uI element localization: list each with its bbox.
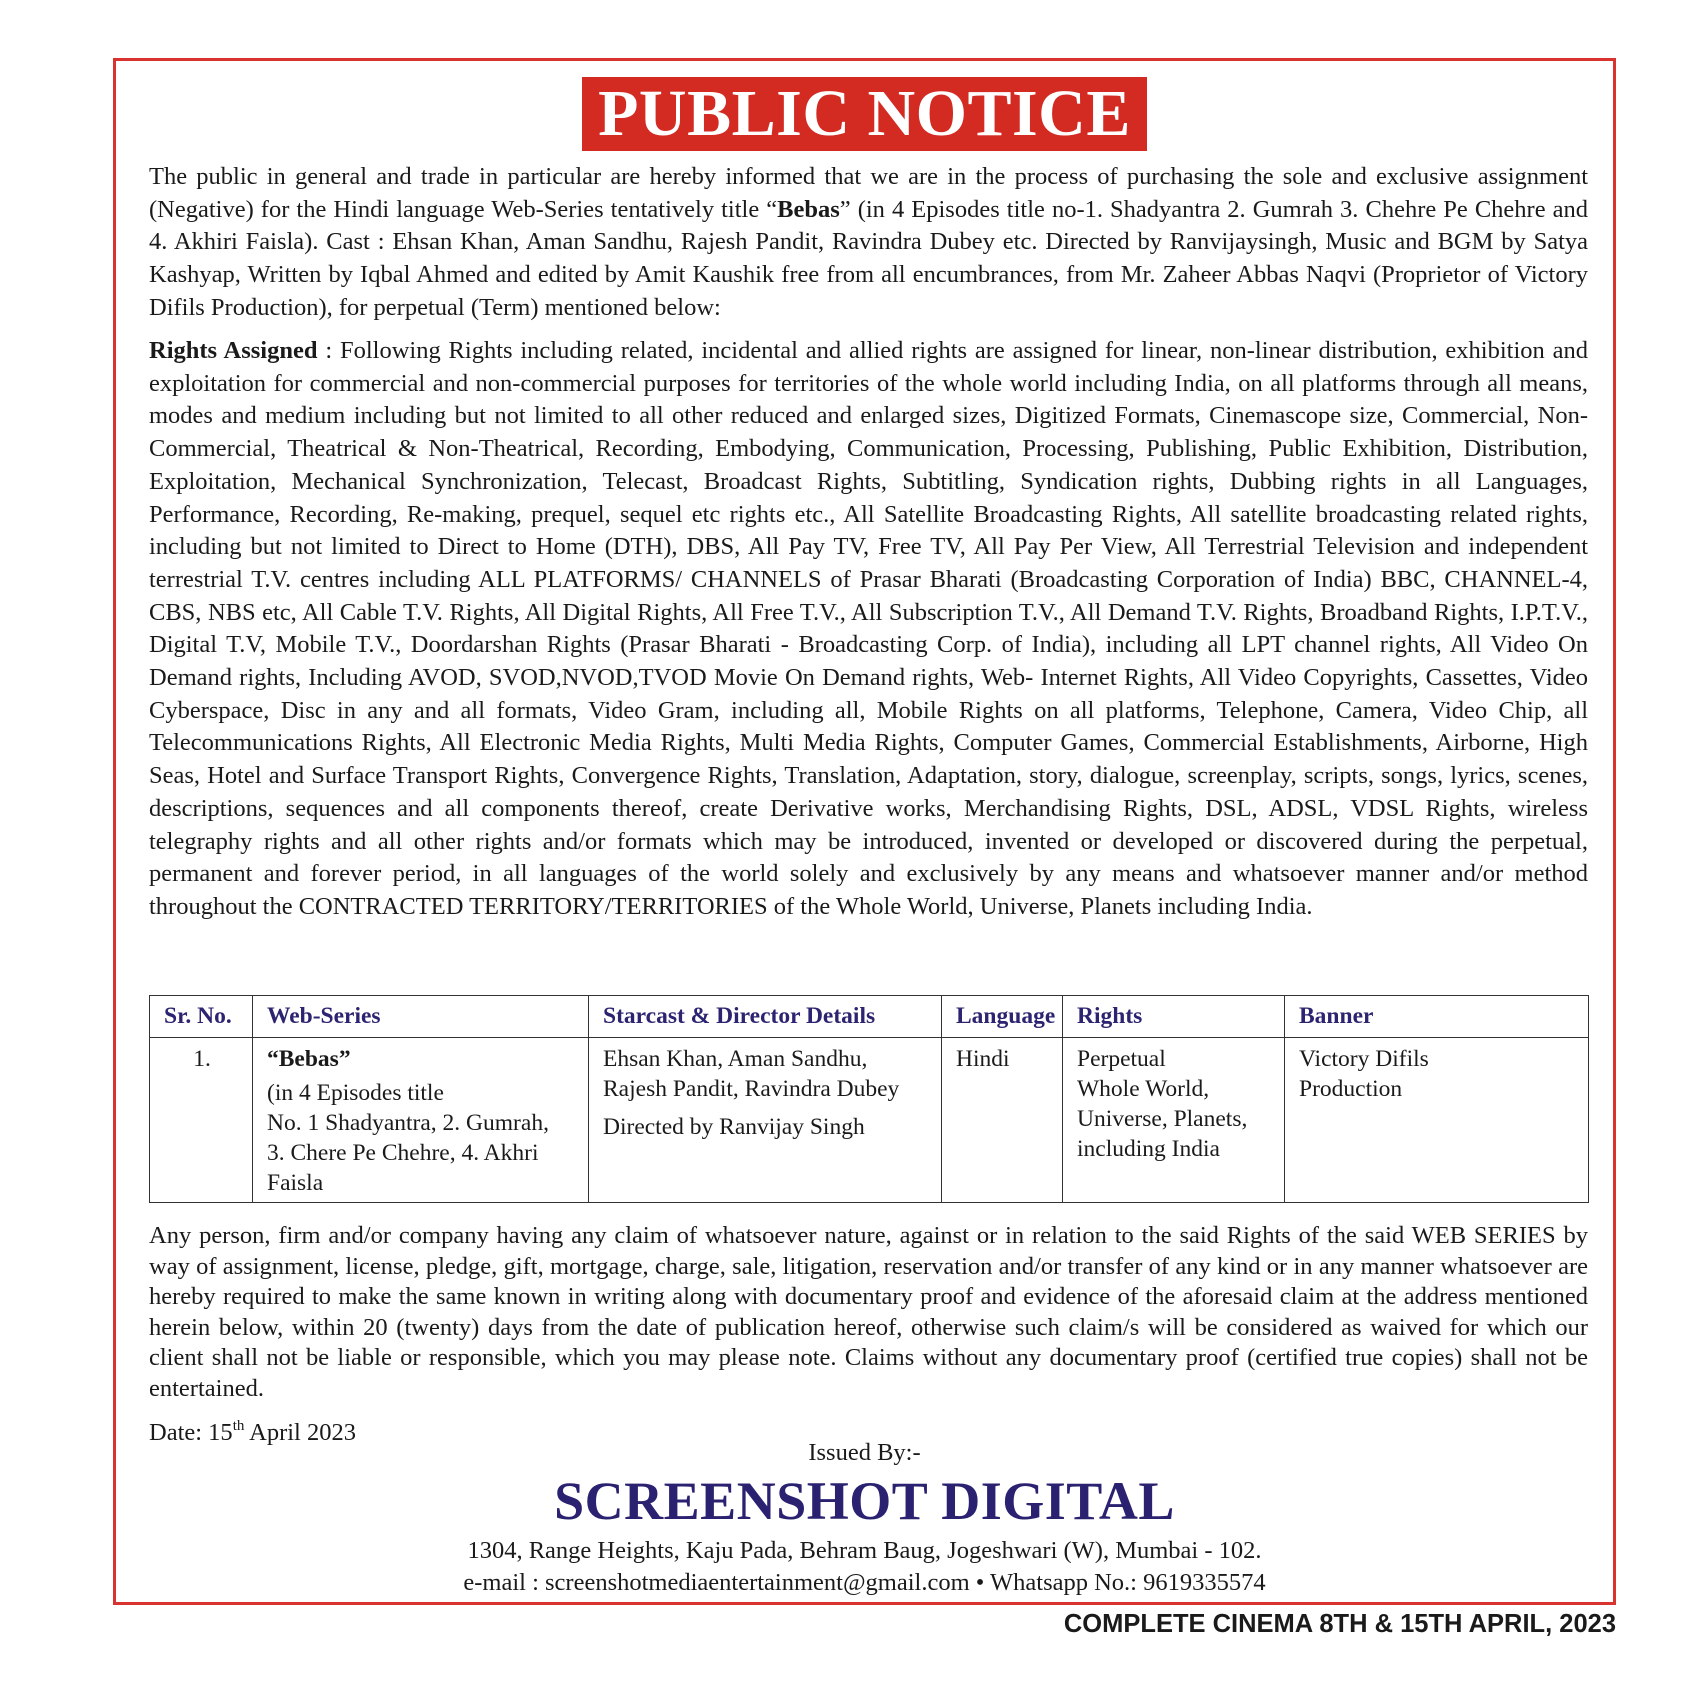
company-name: SCREENSHOT DIGITAL [554,1471,1175,1531]
cell-rights [1063,1038,1285,1203]
intro-text-1: The public in general and trade in particular are hereby informed that we are in the process of purchasing the sole and exclusive assignment (Negative) for the Hindi language Web-Series tentatively title “ [149,163,1588,223]
banner-line-2: Production [1299,1076,1403,1102]
date-suffix: April 2023 [244,1419,356,1446]
series-line-3: 3. Chere Pe Chehre, 4. Akhri [267,1140,539,1166]
header-web-series: Web-Series [253,996,589,1038]
header-banner: Banner [1285,996,1589,1038]
director-line: Directed by Ranvijay Singh [603,1114,865,1140]
date-prefix: Date: 15 [149,1419,233,1446]
header-language: Language [942,996,1063,1038]
rights-label: Rights Assigned [149,337,318,364]
series-line-2: No. 1 Shadyantra, 2. Gumrah, [267,1110,549,1136]
table-row [150,1038,1589,1203]
rights-line-4: including India [1077,1136,1220,1162]
date-sup: th [232,1418,245,1434]
series-line-1: (in 4 Episodes title [267,1080,444,1106]
company-contact: e-mail : screenshotmediaentertainment@gmail.com • Whatsapp No.: 9619335574 [463,1569,1266,1596]
intro-text-2: ” (in 4 Episodes title no-1. Shadyantra 2. Gumrah 3. Chehre Pe Chehre and 4. Akhiri Faisla). Cast : Ehsan Khan, Aman Sandhu, Rajesh Pandit, Ravindra Dubey etc. Directed by Ranvijaysingh, Music and BGM by Satya Kashyap, Written by Iqbal Ahmed and edited by Amit Kaushik free from all encumbrances, from Mr. Zaheer Abbas Naqvi (Proprietor of Victory Difils Production), for perpetual (Term) mentioned below: [149,195,1589,321]
notice-frame [113,58,1616,1605]
header-starcast: Starcast & Director Details [589,996,942,1038]
cell-banner [1285,1038,1589,1203]
rights-table [149,995,1589,1203]
title-banner [116,77,1613,151]
claims-paragraph: Any person, firm and/or company having any claim of whatsoever nature, against or in relation to the said Rights of the said WEB SERIES by way of assignment, license, pledge, gift, mortgage, charge, sale, litigation, reservation and/or transfer of any kind or in any manner whatsoever are hereby required to make the same known in writing along with documentary proof and evidence of the aforesaid claim at the address mentioned herein below, within 20 (twenty) days from the date of publication hereof, otherwise such claim/s will be considered as waived for which our client shall not be liable or responsible, which you may please note. Claims without any documentary proof (certified true copies) shall not be entertained. [149,1222,1588,1402]
cell-sr-no: 1. [150,1038,253,1203]
cell-language: Hindi [942,1038,1063,1203]
table-header-row [150,996,1589,1038]
header-sr-no: Sr. No. [150,996,253,1038]
banner-line-1: Victory Difils [1299,1046,1429,1072]
cast-line-1: Ehsan Khan, Aman Sandhu, [603,1046,868,1072]
rights-line-1: Perpetual [1077,1046,1166,1072]
rights-text: : Following Rights including related, incidental and allied rights are assigned for linear, non-linear distribution, exhibition and exploitation for commercial and non-commercial purposes for territories of the whole world including India, on all platforms through all means, modes and medium including but not limited to all other reduced and enlarged sizes, Digitized Formats, Cinemascope size, Commercial, Non-Commercial, Theatrical & Non-Theatrical, Recording, Embodying, Communication, Processing, Publishing, Public Exhibition, Distribution, Exploitation, Mechanical Synchronization, Telecast, Broadcast Rights, Subtitling, Syndication rights, Dubbing rights in all Languages, Performance, Recording, Re-making, prequel, sequel etc rights etc., All Satellite Broadcasting Rights, All satellite broadcasting related rights, including but not limited to Direct to Home (DTH), DBS, All Pay TV, Free TV, All Pay Per View, All Terrestrial Television and independent terrestrial T.V. centres including ALL PLATFORMS/ CHANNELS of Prasar Bharati (Broadcasting Corporation of India) BBC, CHANNEL-4, CBS, NBS etc, All Cable T.V. Rights, All Digital Rights, All Free T.V., All Subscription T.V., All Demand T.V. Rights, Broadband Rights, I.P.T.V., Digital T.V, Mobile T.V., Doordarshan Rights (Prasar Bharati - Broadcasting Corp. of India), including all LPT channel rights, All Video On Demand rights, Including AVOD, SVOD,NVOD,TVOD Movie On Demand rights, Web- Internet Rights, All Video Copyrights, Cassettes, Video Cyberspace, Disc in any and all formats, Video Gram, including all, Mobile Rights on all platforms, Telephone, Camera, Video Chip, all Telecommunications Rights, All Electronic Media Rights, Multi Media Rights, Computer Games, Commercial Establishments, Airborne, High Seas, Hotel and Surface Transport Rights, Convergence Rights, Translation, Adaptation, story, dialogue, screenplay, scripts, songs, lyrics, scenes, descriptions, sequences and all components thereof, create Derivative works, Merchandising Rights, DSL, ADSL, VDSL Rights, wireless telegraphy rights and all other rights and/or formats which may be introduced, invented or developed or discovered during the perpetual, permanent and forever period, in all languages of the world solely and exclusively by any means and whatsoever manner and/or method throughout the CONTRACTED TERRITORY/TERRITORIES of the Whole World, Universe, Planets including India. [149,337,1588,920]
header-rights: Rights [1063,996,1285,1038]
series-line-4: Faisla [267,1170,324,1196]
intro-bold-title: Bebas [777,195,840,223]
rights-line-3: Universe, Planets, [1077,1106,1248,1132]
rights-line-2: Whole World, [1077,1076,1210,1102]
series-title: “Bebas” [267,1046,351,1072]
publication-footer: COMPLETE CINEMA 8TH & 15TH APRIL, 2023 [1063,1610,1616,1638]
cell-web-series [253,1038,589,1203]
intro-paragraph [149,161,1588,325]
issued-by: Issued By:- [808,1439,921,1466]
cast-line-2: Rajesh Pandit, Ravindra Dubey [603,1076,900,1102]
cell-starcast [589,1038,942,1203]
notice-title: PUBLIC NOTICE [582,77,1147,151]
company-address: 1304, Range Heights, Kaju Pada, Behram Baug, Jogeshwari (W), Mumbai - 102. [467,1537,1262,1564]
rights-paragraph [149,335,1588,924]
